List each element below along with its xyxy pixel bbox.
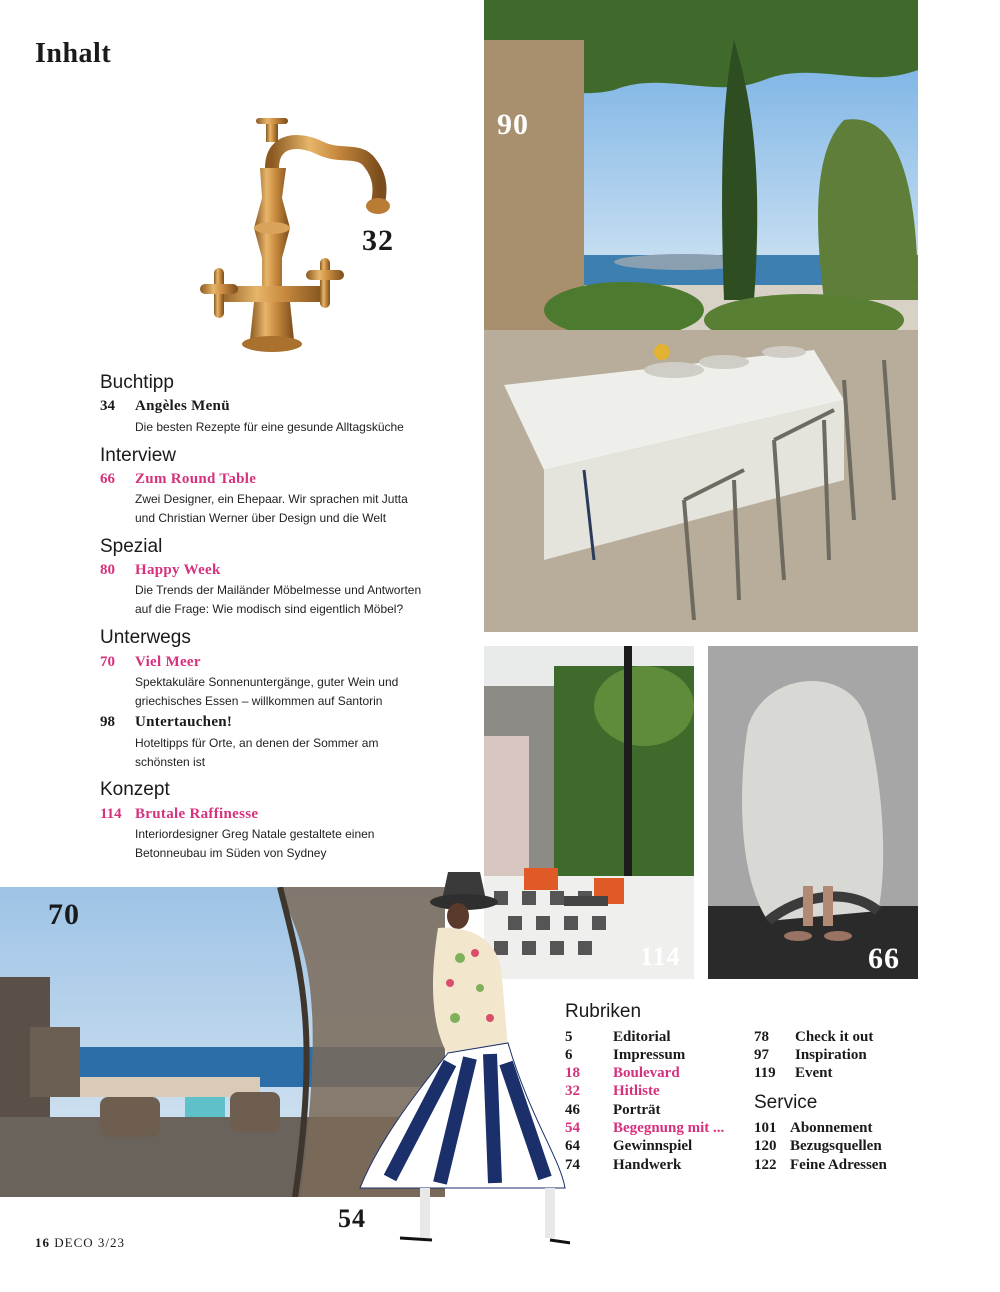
fashion-model-image — [330, 858, 570, 1258]
entry-description-line: Die besten Rezepte für eine gesunde Alltagsküche — [135, 420, 404, 434]
image-number-faucet: 32 — [362, 224, 394, 257]
rubrik-page: 74 — [565, 1157, 580, 1173]
rubrik-title: Impressum — [613, 1047, 686, 1063]
rubrik-title: Hitliste — [613, 1083, 660, 1099]
entry-title[interactable]: Untertauchen! — [135, 714, 233, 730]
rubrik-page: 32 — [565, 1083, 580, 1099]
rubrik-title: Editorial — [613, 1029, 671, 1045]
entry-description-line: Betonneubau im Süden von Sydney — [135, 846, 327, 860]
entry-description-line: Spektakuläre Sonnenuntergänge, guter Wein und — [135, 675, 399, 689]
entry-title[interactable]: Happy Week — [135, 562, 221, 578]
entry-page-number: 34 — [100, 398, 115, 414]
entry-page-number: 70 — [100, 654, 115, 670]
service-title: Bezugsquellen — [790, 1138, 882, 1154]
entry-title[interactable]: Angèles Menü — [135, 398, 230, 414]
entry-description-line: Hoteltipps für Orte, an denen der Sommer am — [135, 736, 379, 750]
rubrik-title: Begegnung mit ... — [613, 1120, 725, 1136]
entry-description-line: Zwei Designer, ein Ehepaar. Wir sprachen mit Jutta — [135, 492, 408, 506]
terrace-scene — [484, 0, 918, 632]
rubrik-page: 64 — [565, 1138, 580, 1154]
page-footer — [35, 1235, 125, 1251]
entry-description-line: Die Trends der Mailänder Möbelmesse und Antworten — [135, 583, 422, 597]
page-title: Inhalt — [35, 38, 112, 69]
footer-page-number: 16 — [35, 1235, 50, 1250]
entry-description — [135, 581, 455, 619]
rubrik-page: 6 — [565, 1047, 573, 1063]
entry-description — [135, 734, 455, 772]
section-heading-buchtipp: Buchtipp — [100, 372, 174, 393]
section-heading-unterwegs: Unterwegs — [100, 627, 191, 648]
entry-page-number: 98 — [100, 714, 115, 730]
entry-description-line: Interiordesigner Greg Natale gestaltete einen — [135, 827, 375, 841]
entry-page-number: 66 — [100, 471, 115, 487]
rubrik-page: 78 — [754, 1029, 769, 1045]
rubrik-page: 119 — [754, 1065, 776, 1081]
entry-page-number: 80 — [100, 562, 115, 578]
entry-description — [135, 490, 455, 528]
entry-description-line: auf die Frage: Wie modisch sind eigentlich Möbel? — [135, 602, 404, 616]
rubrik-page: 5 — [565, 1029, 573, 1045]
section-heading-konzept: Konzept — [100, 779, 170, 800]
rubrik-page: 18 — [565, 1065, 580, 1081]
rubrik-title: Handwerk — [613, 1157, 682, 1173]
entry-title[interactable]: Brutale Raffinesse — [135, 806, 259, 822]
image-number-beach: 70 — [48, 898, 80, 931]
service-title: Feine Adressen — [790, 1157, 887, 1173]
image-number-blanket: 66 — [868, 942, 900, 975]
fashion-model-graphic — [330, 858, 570, 1258]
terrace-photo — [484, 0, 918, 632]
entry-description — [135, 825, 455, 863]
entry-title[interactable]: Viel Meer — [135, 654, 201, 670]
service-page: 122 — [754, 1157, 777, 1173]
image-number-terrace: 90 — [497, 108, 529, 141]
blanket-scene — [708, 646, 918, 979]
section-heading-interview: Interview — [100, 445, 177, 466]
service-page: 101 — [754, 1120, 777, 1136]
service-title: Abonnement — [790, 1120, 873, 1136]
image-number-house: 114 — [640, 942, 681, 971]
rubrik-title: Inspiration — [795, 1047, 867, 1063]
entry-description-line: schönsten ist — [135, 755, 206, 769]
entry-description — [135, 418, 455, 437]
blanket-photo — [708, 646, 918, 979]
entry-page-number: 114 — [100, 806, 122, 822]
entry-description-line: und Christian Werner über Design und die Welt — [135, 511, 387, 525]
service-page: 120 — [754, 1138, 777, 1154]
image-number-fashion: 54 — [338, 1204, 366, 1233]
entry-description — [135, 673, 455, 711]
rubrik-title: Event — [795, 1065, 833, 1081]
rubrik-page: 97 — [754, 1047, 769, 1063]
section-heading-spezial: Spezial — [100, 536, 163, 557]
footer-issue: 3/23 — [97, 1235, 126, 1250]
rubrik-title: Porträt — [613, 1102, 661, 1118]
service-heading: Service — [754, 1092, 818, 1113]
entry-description-line: griechisches Essen – willkommen auf Santorin — [135, 694, 383, 708]
rubrik-title: Boulevard — [613, 1065, 680, 1081]
rubrik-title: Check it out — [795, 1029, 874, 1045]
rubrik-title: Gewinnspiel — [613, 1138, 693, 1154]
rubriken-heading: Rubriken — [565, 1001, 642, 1022]
rubrik-page: 46 — [565, 1102, 580, 1118]
rubrik-page: 54 — [565, 1120, 580, 1136]
entry-title[interactable]: Zum Round Table — [135, 471, 257, 487]
footer-magazine: DECO — [54, 1235, 94, 1250]
